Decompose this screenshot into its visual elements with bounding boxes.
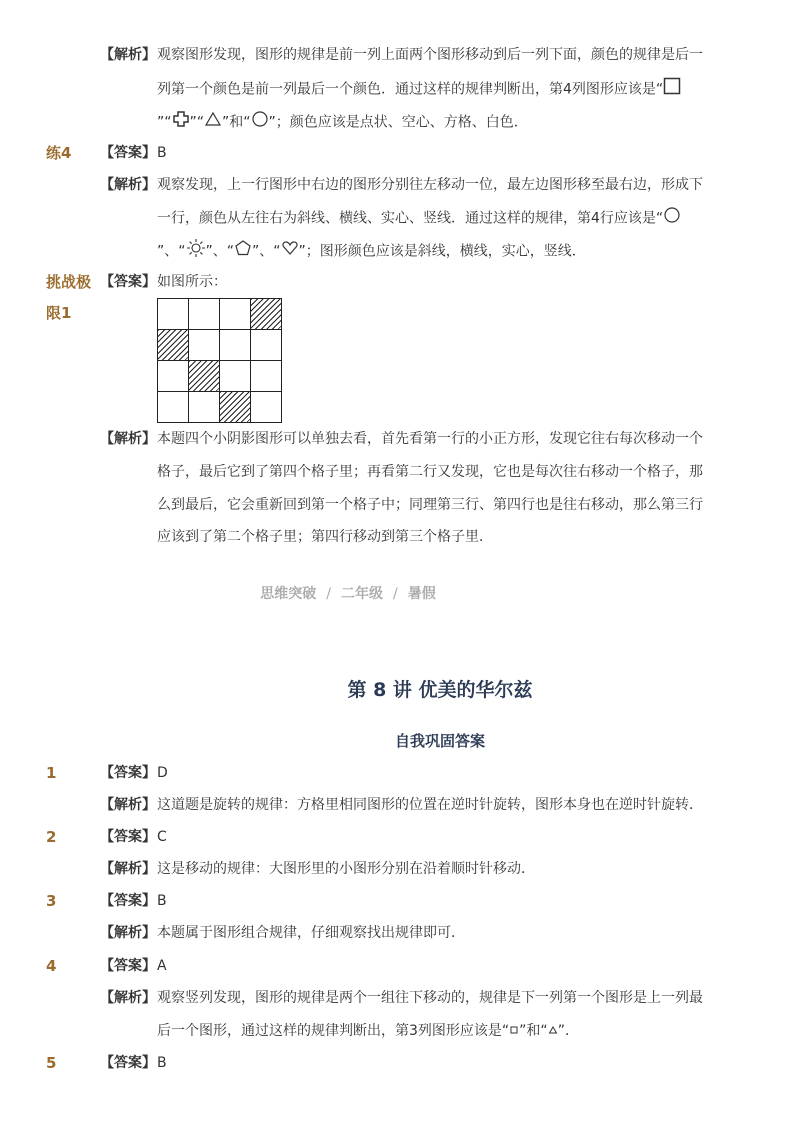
analysis-text-line: 这是移动的规律：大图形里的小图形分别在沿着顺时针移动． [157,861,535,877]
answer-value: B [157,1055,167,1071]
grid-cell [189,330,220,361]
answer-value: 如图所示： [157,274,227,290]
triangle-shape-icon [204,110,222,135]
answer-value: A [157,958,167,974]
answer-tag: 【答案】 [100,765,156,781]
answer-tag: 【答案】 [100,958,156,974]
analysis-text-line: 观察图形发现，图形的规律是前一列上面两个图形移动到后一列下面，颜色的规律是后一 [157,47,703,63]
grid-cell-shaded [251,299,282,330]
small-square-icon [509,1020,519,1042]
grid-cell [158,299,189,330]
analysis-text-line: 本题属于图形组合规律，仔细观察找出规律即可． [157,925,465,941]
challenge-label-line2: 限1 [46,304,72,322]
grid-cell [189,392,220,423]
answer-value: D [157,765,168,781]
circle-shape-icon [663,206,681,231]
answer-tag: 【答案】 [100,145,156,161]
question-number: 2 [46,828,57,846]
grid-cell [251,330,282,361]
practice-label: 练4 [46,144,72,162]
cross-shape-icon [172,110,190,135]
analysis-text-line: 本题四个小阴影图形可以单独去看，首先看第一行的小正方形，发现它往右每次移动一个 [157,431,703,447]
heart-shape-icon [281,239,299,264]
analysis-text-line: 么到最后，它会重新回到第一个格子中；同理第三行、第四行也是往右移动，那么第三行 [157,497,703,513]
analysis-tag: 【解析】 [100,431,156,447]
grid-cell-shaded [158,330,189,361]
analysis-text-line: 后一个图形，通过这样的规律判断出，第3列图形应该是“ ”和“ ”． [157,1020,579,1042]
circle-shape-icon [251,110,269,135]
answer-value: C [157,829,167,845]
analysis-text-line: ”“ ”“ ”和“ ”；颜色应该是点状、空心、方格、白色． [157,110,528,135]
analysis-text-line: 应该到了第二个格子里；第四行移动到第三个格子里． [157,529,493,545]
grid-cell [220,361,251,392]
analysis-tag: 【解析】 [100,47,156,63]
pentagon-shape-icon [234,239,252,264]
lecture-title: 第 8 讲 优美的华尔兹 [347,679,533,701]
analysis-tag: 【解析】 [100,177,156,193]
question-number: 5 [46,1054,57,1072]
analysis-tag: 【解析】 [100,925,156,941]
answer-tag: 【答案】 [100,1055,156,1071]
analysis-text-line: 格子，最后它到了第四个格子里；再看第二行又发现，它也是每次往右移动一个格子，那 [157,464,703,480]
analysis-text-line: 这道题是旋转的规律：方格里相同图形的位置在逆时针旋转，图形本身也在逆时针旋转． [157,797,703,813]
analysis-text-line: ”、“ ”、“ ”、“ ”；图形颜色应该是斜线，横线，实心，竖线． [157,238,586,265]
answer-grid [157,298,282,423]
answer-value: B [157,145,167,161]
answer-tag: 【答案】 [100,829,156,845]
grid-cell-shaded [189,361,220,392]
sun-shape-icon [186,238,206,265]
small-triangle-icon [548,1020,558,1042]
analysis-tag: 【解析】 [100,797,156,813]
question-number: 3 [46,892,57,910]
challenge-label-line1: 挑战极 [46,273,92,291]
page-footer: 思维突破 / 二年级 / 暑假 [260,586,436,602]
grid-cell-shaded [220,392,251,423]
analysis-text-line: 观察发现，上一行图形中右边的图形分别往左移动一位，最左边图形移至最右边，形成下 [157,177,703,193]
grid-cell [251,361,282,392]
answer-tag: 【答案】 [100,893,156,909]
grid-cell [158,392,189,423]
grid-cell [220,330,251,361]
analysis-tag: 【解析】 [100,990,156,1006]
grid-cell [158,361,189,392]
question-number: 4 [46,957,57,975]
analysis-text-line: 一行，颜色从左往右为斜线、横线、实心、竖线．通过这样的规律，第4行应该是“ [157,206,681,231]
analysis-text-line: 观察竖列发现，图形的规律是两个一组往下移动的，规律是下一列第一个图形是上一列最 [157,990,703,1006]
answer-value: B [157,893,167,909]
section-title: 自我巩固答案 [394,732,485,750]
grid-cell [220,299,251,330]
question-number: 1 [46,764,57,782]
square-shape-icon [663,77,681,102]
answer-tag: 【答案】 [100,274,156,290]
analysis-text-line: 列第一个颜色是前一列最后一个颜色．通过这样的规律判断出，第4列图形应该是“ [157,77,681,102]
grid-cell [251,392,282,423]
grid-cell [189,299,220,330]
analysis-tag: 【解析】 [100,861,156,877]
